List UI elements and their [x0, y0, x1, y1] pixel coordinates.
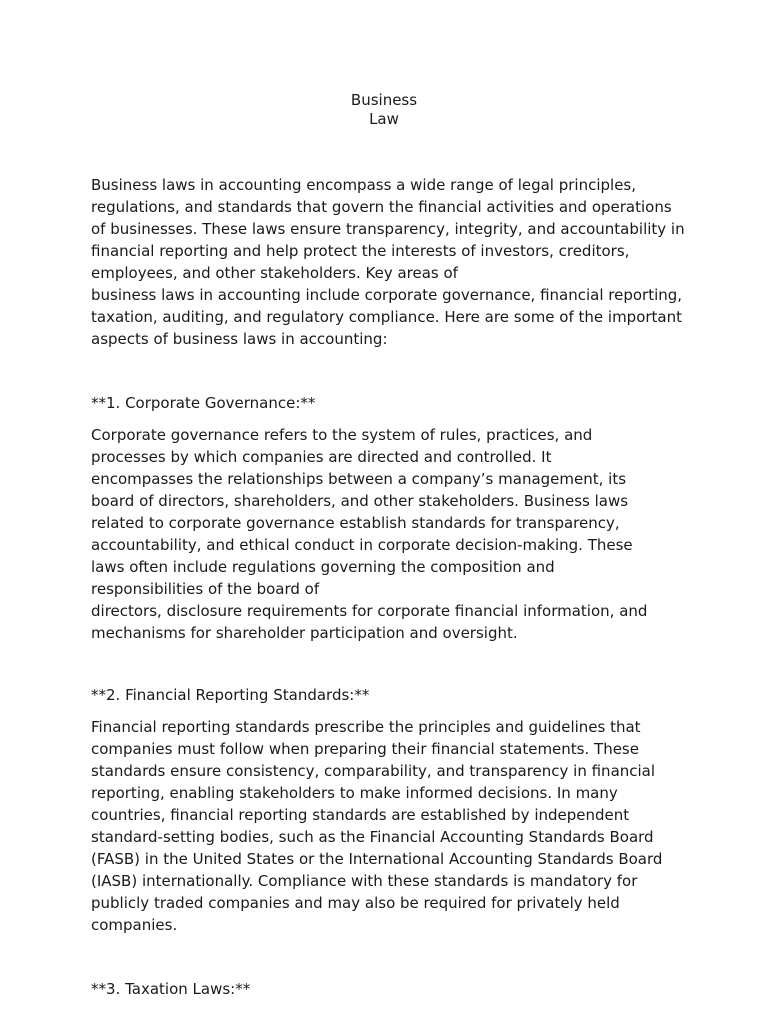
- text-line: accountability, and ethical conduct in corporate decision-making. These: [91, 536, 633, 554]
- text-line: directors, disclosure requirements for corporate financial information, and: [91, 602, 648, 620]
- text-line: (FASB) in the United States or the International Accounting Standards Board: [91, 850, 663, 868]
- title-line: Law: [369, 110, 399, 128]
- title-line: Business: [350, 91, 418, 109]
- text-line: standards ensure consistency, comparability, and transparency in financial: [91, 762, 656, 780]
- section-paragraph: [91, 716, 691, 936]
- text-line: board of directors, shareholders, and other stakeholders. Business laws: [91, 492, 629, 510]
- text-line: of businesses. These laws ensure transparency, integrity, and accountability in: [91, 220, 685, 238]
- text-line: taxation, auditing, and regulatory compliance. Here are some of the important: [91, 308, 683, 326]
- section-heading: [91, 978, 691, 1000]
- intro-paragraph: [91, 174, 691, 350]
- section-heading-text: **1. Corporate Governance:**: [91, 394, 316, 412]
- section-paragraph: [91, 424, 691, 644]
- text-line: financial reporting and help protect the interests of investors, creditors,: [91, 242, 630, 260]
- section-heading: [91, 684, 691, 706]
- text-line: processes by which companies are directed and controlled. It: [91, 448, 552, 466]
- text-line: countries, financial reporting standards are established by independent: [91, 806, 630, 824]
- text-line: encompasses the relationships between a company’s management, its: [91, 470, 627, 488]
- text-line: responsibilities of the board of: [91, 580, 320, 598]
- text-line: publicly traded companies and may also be required for privately held: [91, 894, 620, 912]
- text-line: Corporate governance refers to the system of rules, practices, and: [91, 426, 593, 444]
- text-line: employees, and other stakeholders. Key areas of: [91, 264, 458, 282]
- section-heading-text: **2. Financial Reporting Standards:**: [91, 686, 370, 704]
- text-line: laws often include regulations governing the composition and: [91, 558, 555, 576]
- text-line: Financial reporting standards prescribe the principles and guidelines that: [91, 718, 641, 736]
- text-line: regulations, and standards that govern the financial activities and operations: [91, 198, 672, 216]
- text-line: business laws in accounting include corporate governance, financial reporting,: [91, 286, 683, 304]
- text-line: companies.: [91, 916, 178, 934]
- text-line: (IASB) internationally. Compliance with these standards is mandatory for: [91, 872, 638, 890]
- text-line: mechanisms for shareholder participation and oversight.: [91, 624, 518, 642]
- text-line: reporting, enabling stakeholders to make informed decisions. In many: [91, 784, 618, 802]
- section-heading: [91, 392, 691, 414]
- text-line: aspects of business laws in accounting:: [91, 330, 388, 348]
- text-line: related to corporate governance establish standards for transparency,: [91, 514, 620, 532]
- text-line: companies must follow when preparing their financial statements. These: [91, 740, 639, 758]
- document-title: [0, 91, 768, 129]
- section-heading-text: **3. Taxation Laws:**: [91, 980, 251, 998]
- text-line: standard-setting bodies, such as the Financial Accounting Standards Board: [91, 828, 654, 846]
- text-line: Business laws in accounting encompass a wide range of legal principles,: [91, 176, 637, 194]
